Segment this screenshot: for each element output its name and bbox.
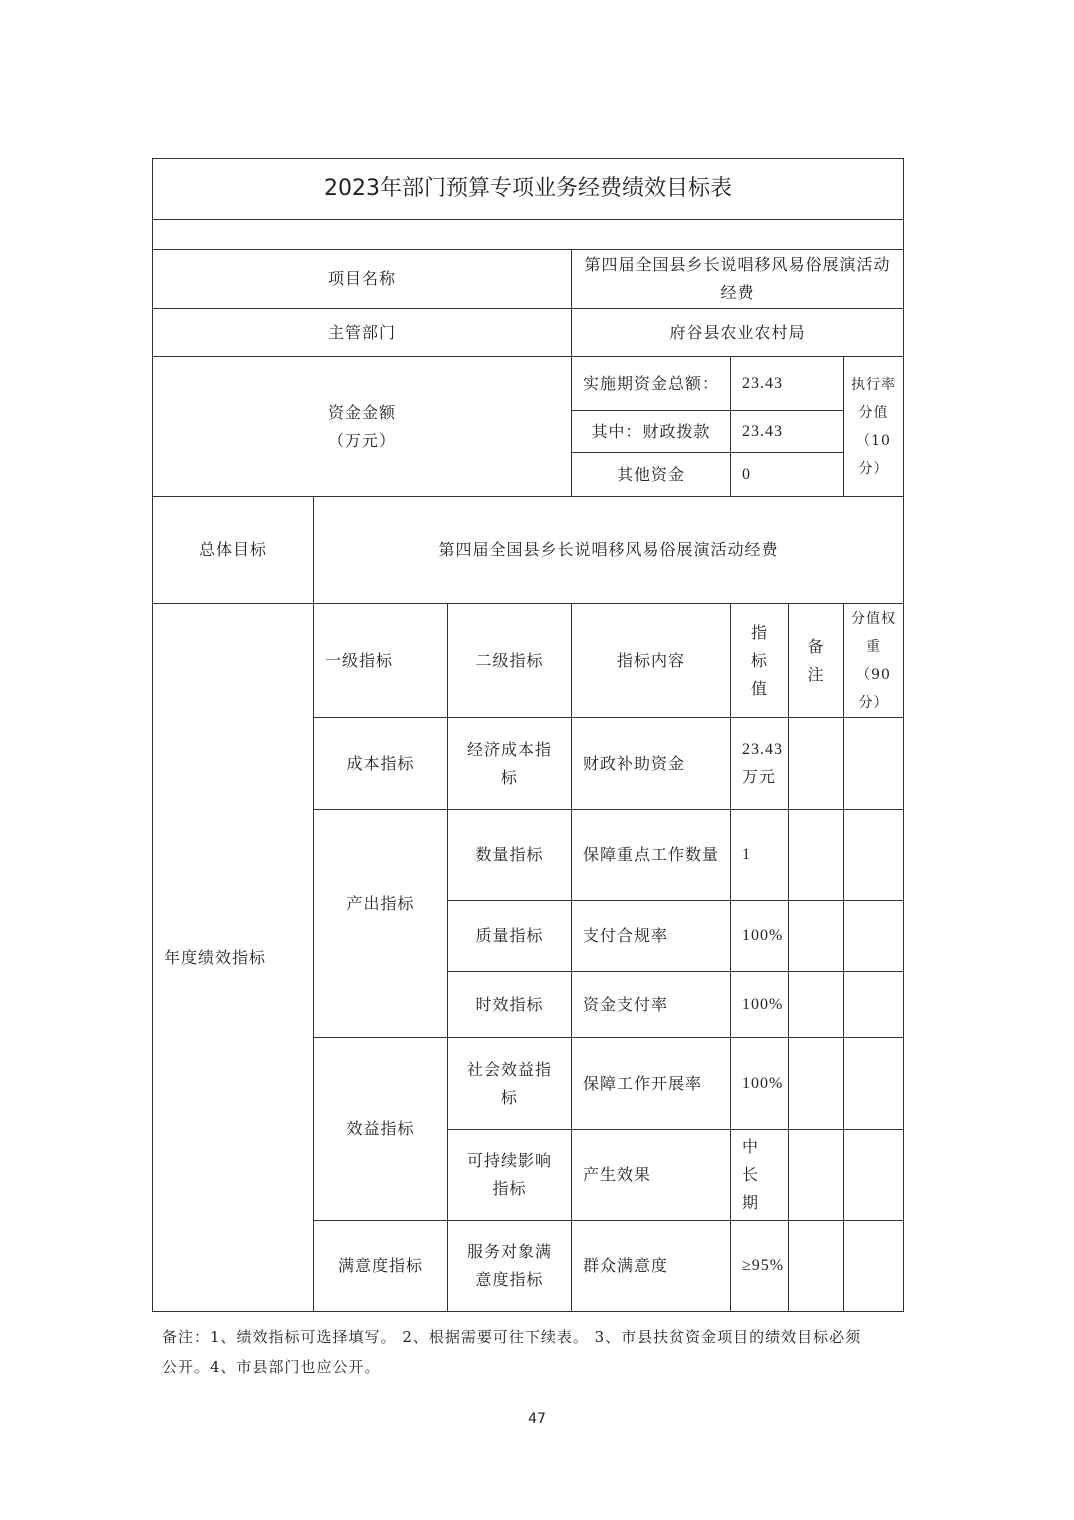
output-level2-quantity: 数量指标	[448, 810, 572, 901]
project-name-value: 第四届全国县乡长说唱移风易俗展演活动经费	[572, 250, 904, 309]
cost-value: 23.43万元	[731, 718, 789, 810]
benefit-content-sustainable: 产生效果	[572, 1130, 731, 1221]
benefit-weight-sustainable	[844, 1130, 904, 1221]
output-level2-quality: 质量指标	[448, 901, 572, 972]
output-value-timeliness: 100%	[731, 972, 789, 1038]
satisfaction-remark	[789, 1221, 844, 1312]
header-remark: 备注	[789, 604, 844, 718]
benefit-remark-social	[789, 1038, 844, 1130]
benefit-weight-social	[844, 1038, 904, 1130]
output-content-quality: 支付合规率	[572, 901, 731, 972]
header-level1: 一级指标	[314, 604, 448, 718]
page-number: 47	[528, 1411, 546, 1427]
output-content-timeliness: 资金支付率	[572, 972, 731, 1038]
output-weight-timeliness	[844, 972, 904, 1038]
output-remark-quantity	[789, 810, 844, 901]
benefit-level2-social: 社会效益指标	[448, 1038, 572, 1130]
funds-label	[153, 357, 572, 497]
output-remark-timeliness	[789, 972, 844, 1038]
cost-weight	[844, 718, 904, 810]
output-weight-quality	[844, 901, 904, 972]
cost-content: 财政补助资金	[572, 718, 731, 810]
satisfaction-value: ≥95%	[731, 1221, 789, 1312]
header-weight: 分值权重（90分）	[844, 604, 904, 718]
header-level2: 二级指标	[448, 604, 572, 718]
funds-total-label: 实施期资金总额：	[572, 357, 731, 411]
overall-goal-label: 总体目标	[153, 497, 314, 604]
output-level1: 产出指标	[314, 810, 448, 1038]
funds-label-line1: 资金金额	[327, 402, 396, 422]
cost-level2: 经济成本指标	[448, 718, 572, 810]
output-value-quantity: 1	[731, 810, 789, 901]
project-name-label: 项目名称	[153, 250, 572, 309]
benefit-value-sustainable: 中长期	[731, 1130, 789, 1221]
output-level2-timeliness: 时效指标	[448, 972, 572, 1038]
exec-score-label: 执行率分值（10分）	[844, 357, 904, 497]
output-value-quality: 100%	[731, 901, 789, 972]
satisfaction-weight	[844, 1221, 904, 1312]
performance-target-table	[152, 158, 904, 1312]
benefit-remark-sustainable	[789, 1130, 844, 1221]
output-content-quantity: 保障重点工作数量	[572, 810, 731, 901]
funds-other-label: 其他资金	[572, 453, 731, 497]
satisfaction-level2: 服务对象满意度指标	[448, 1221, 572, 1312]
blank-row	[153, 220, 904, 250]
department-value: 府谷县农业农村局	[572, 309, 904, 357]
output-weight-quantity	[844, 810, 904, 901]
header-content: 指标内容	[572, 604, 731, 718]
overall-goal-value: 第四届全国县乡长说唱移风易俗展演活动经费	[314, 497, 904, 604]
satisfaction-content: 群众满意度	[572, 1221, 731, 1312]
funds-label-line2: （万元）	[327, 430, 396, 450]
funds-total-value: 23.43	[731, 357, 844, 411]
header-value: 指标值	[731, 604, 789, 718]
benefit-level1: 效益指标	[314, 1038, 448, 1221]
benefit-content-social: 保障工作开展率	[572, 1038, 731, 1130]
cost-remark	[789, 718, 844, 810]
department-label: 主管部门	[153, 309, 572, 357]
footnote: 备注：1、绩效指标可选择填写。 2、根据需要可往下续表。 3、市县扶贫资金项目的绩效目标必须公开。4、市县部门也应公开。	[162, 1328, 862, 1376]
funds-fiscal-value: 23.43	[731, 411, 844, 453]
funds-other-value: 0	[731, 453, 844, 497]
annual-indicators-label: 年度绩效指标	[153, 604, 314, 1312]
funds-fiscal-label: 其中：财政拨款	[572, 411, 731, 453]
cost-level1: 成本指标	[314, 718, 448, 810]
satisfaction-level1: 满意度指标	[314, 1221, 448, 1312]
benefit-level2-sustainable: 可持续影响指标	[448, 1130, 572, 1221]
benefit-value-social: 100%	[731, 1038, 789, 1130]
output-remark-quality	[789, 901, 844, 972]
table-title: 2023年部门预算专项业务经费绩效目标表	[153, 159, 904, 220]
